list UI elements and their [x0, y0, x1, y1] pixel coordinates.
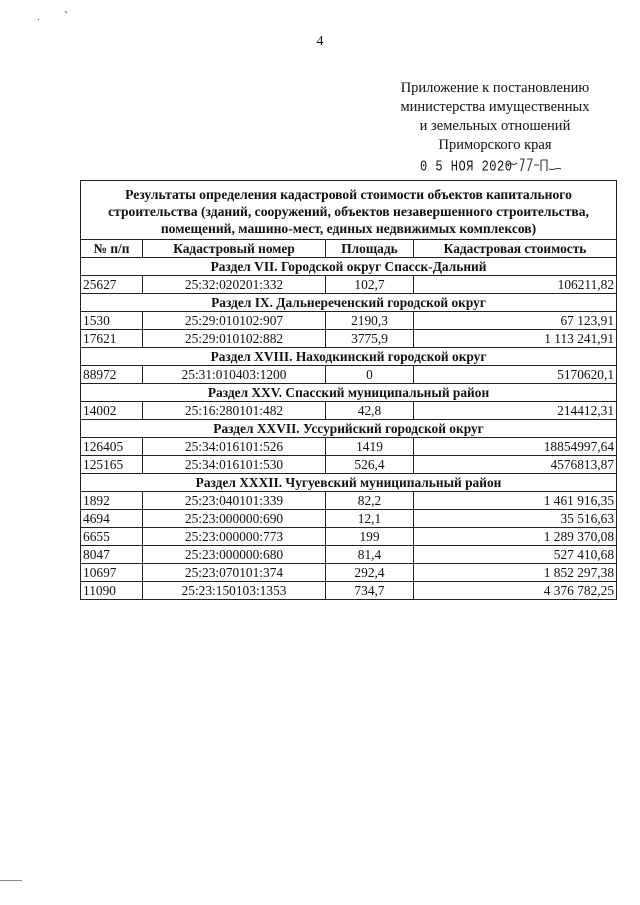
cadastral-number-cell: 25:23:070101:374: [143, 564, 326, 582]
area-cell: 734,7: [326, 582, 414, 600]
table-row: [81, 528, 617, 546]
cadastral-value-cell: 1 113 241,91: [414, 330, 617, 348]
section-row: [81, 384, 617, 402]
cadastral-value-cell: 1 461 916,35: [414, 492, 617, 510]
cadastral-value-table: [80, 180, 617, 600]
area-cell: 42,8: [326, 402, 414, 420]
appendix-line: министерства имущественных: [400, 99, 590, 115]
table-row: [81, 546, 617, 564]
handwritten-number: [505, 151, 565, 177]
row-number-cell: 1530: [81, 312, 143, 330]
area-cell: 3775,9: [326, 330, 414, 348]
row-number-cell: 126405: [81, 438, 143, 456]
row-number-cell: 1892: [81, 492, 143, 510]
row-number-cell: 14002: [81, 402, 143, 420]
cadastral-number-cell: 25:23:000000:773: [143, 528, 326, 546]
cadastral-number-cell: 25:34:016101:526: [143, 438, 326, 456]
appendix-line: и земельных отношений: [419, 118, 571, 134]
section-title: Раздел XVIII. Находкинский городской округ: [81, 348, 617, 366]
section-title: Раздел XXVII. Уссурийский городской округ: [81, 420, 617, 438]
table-row: [81, 582, 617, 600]
cadastral-value-cell: 106211,82: [414, 276, 617, 294]
area-cell: 82,2: [326, 492, 414, 510]
table-row: [81, 564, 617, 582]
table-row: [81, 510, 617, 528]
row-number-cell: 4694: [81, 510, 143, 528]
area-cell: 81,4: [326, 546, 414, 564]
cadastral-value-cell: 5170620,1: [414, 366, 617, 384]
row-number-cell: 6655: [81, 528, 143, 546]
table-header-row: [81, 240, 617, 258]
row-number-cell: 11090: [81, 582, 143, 600]
cadastral-value-cell: 18854997,64: [414, 438, 617, 456]
row-number-cell: 25627: [81, 276, 143, 294]
table-row: [81, 492, 617, 510]
cadastral-value-cell: 4576813,87: [414, 456, 617, 474]
area-cell: 0: [326, 366, 414, 384]
cadastral-number-cell: 25:31:010403:1200: [143, 366, 326, 384]
row-number-cell: 125165: [81, 456, 143, 474]
table-row: [81, 456, 617, 474]
row-number-cell: 88972: [81, 366, 143, 384]
cadastral-value-cell: 1 852 297,38: [414, 564, 617, 582]
section-title: Раздел XXV. Спасский муниципальный район: [81, 384, 617, 402]
stamp-date: 0 5 НОЯ 2020: [420, 158, 513, 176]
column-header: № п/п: [81, 240, 143, 258]
cadastral-number-cell: 25:23:040101:339: [143, 492, 326, 510]
area-cell: 292,4: [326, 564, 414, 582]
column-header: Площадь: [326, 240, 414, 258]
section-row: [81, 348, 617, 366]
section-title: Раздел VII. Городской округ Спасск-Дальний: [81, 258, 617, 276]
table-title: Результаты определения кадастровой стоимости объектов капитального строительства (зданий, сооружений, объектов незавершенного строительства, помещений, машино-мест, единых недвижимых комплексов): [81, 181, 617, 240]
cadastral-number-cell: 25:34:016101:530: [143, 456, 326, 474]
cadastral-number-cell: 25:23:000000:680: [143, 546, 326, 564]
area-cell: 102,7: [326, 276, 414, 294]
cadastral-number-cell: 25:23:150103:1353: [143, 582, 326, 600]
column-header: Кадастровый номер: [143, 240, 326, 258]
page-number: 4: [316, 34, 324, 49]
cadastral-value-cell: 527 410,68: [414, 546, 617, 564]
cadastral-value-cell: 1 289 370,08: [414, 528, 617, 546]
area-cell: 526,4: [326, 456, 414, 474]
cadastral-number-cell: 25:23:000000:690: [143, 510, 326, 528]
table-row: [81, 438, 617, 456]
section-title: Раздел XXXII. Чугуевский муниципальный район: [81, 474, 617, 492]
scan-edge-line: [0, 880, 22, 881]
row-number-cell: 8047: [81, 546, 143, 564]
section-row: [81, 474, 617, 492]
cadastral-number-cell: 25:16:280101:482: [143, 402, 326, 420]
cadastral-value-cell: 4 376 782,25: [414, 582, 617, 600]
date-number-line: [360, 157, 630, 177]
table-row: [81, 312, 617, 330]
table-row: [81, 330, 617, 348]
appendix-line: Приморского края: [438, 137, 552, 153]
table-row: [81, 366, 617, 384]
area-cell: 2190,3: [326, 312, 414, 330]
section-row: [81, 258, 617, 276]
section-title: Раздел IX. Дальнереченский городской округ: [81, 294, 617, 312]
cadastral-value-cell: 35 516,63: [414, 510, 617, 528]
scan-mark: [36, 8, 76, 22]
section-row: [81, 294, 617, 312]
cadastral-number-cell: 25:29:010102:882: [143, 330, 326, 348]
table-row: [81, 402, 617, 420]
appendix-line: Приложение к постановлению: [400, 80, 590, 96]
table-row: [81, 276, 617, 294]
section-row: [81, 420, 617, 438]
area-cell: 12,1: [326, 510, 414, 528]
column-header: Кадастровая стоимость: [414, 240, 617, 258]
cadastral-value-cell: 67 123,91: [414, 312, 617, 330]
cadastral-value-cell: 214412,31: [414, 402, 617, 420]
row-number-cell: 10697: [81, 564, 143, 582]
cadastral-number-cell: 25:29:010102:907: [143, 312, 326, 330]
area-cell: 1419: [326, 438, 414, 456]
cadastral-number-cell: 25:32:020201:332: [143, 276, 326, 294]
appendix-block: [360, 79, 630, 177]
row-number-cell: 17621: [81, 330, 143, 348]
area-cell: 199: [326, 528, 414, 546]
